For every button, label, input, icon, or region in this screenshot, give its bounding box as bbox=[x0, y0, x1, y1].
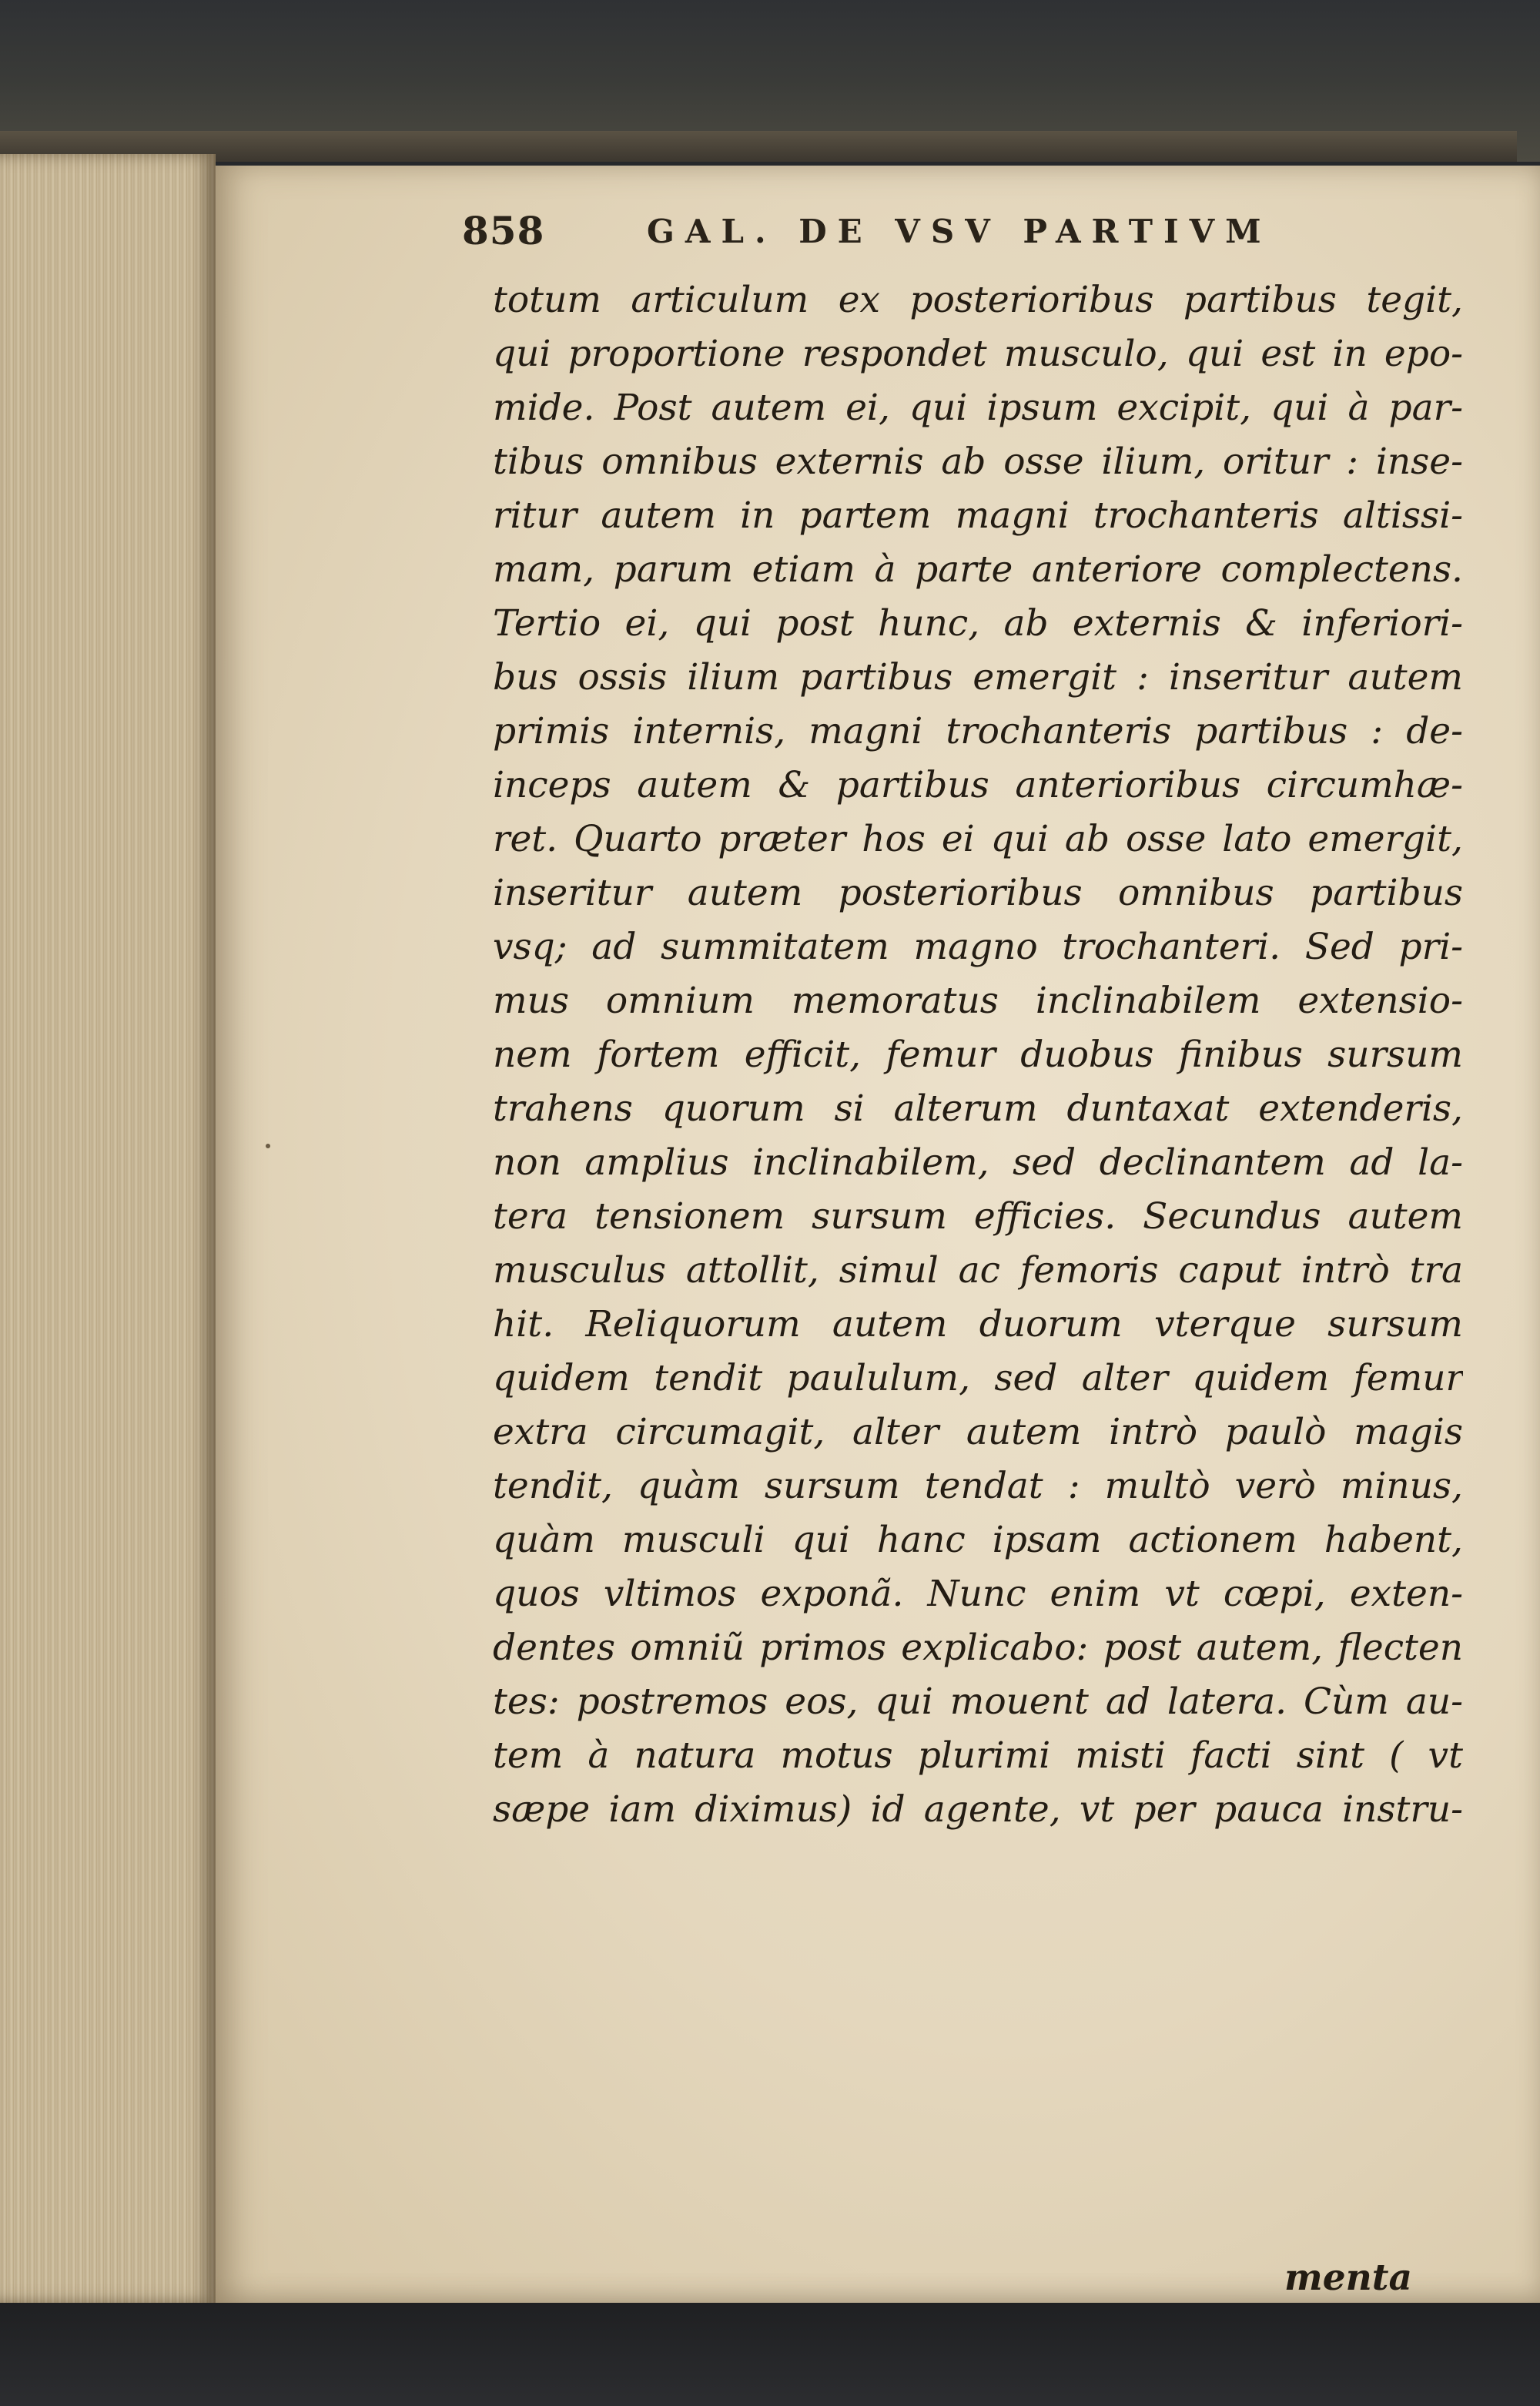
text-line: tendit, quàm sursum tendat : multò verò minus, bbox=[493, 1465, 1463, 1507]
text-line: ret. Quarto præter hos ei qui ab osse lato emergit, bbox=[493, 818, 1463, 860]
text-line: vsq; ad summitatem magno trochanteri. Sed pri- bbox=[493, 926, 1463, 968]
text-line: nem fortem efficit, femur duobus finibus sursum bbox=[493, 1034, 1463, 1076]
page-edges-stack bbox=[0, 154, 216, 2303]
text-line: mus omnium memoratus inclinabilem extensio- bbox=[493, 980, 1463, 1022]
text-line: sæpe iam diximus) id agente, vt per pauca instru- bbox=[493, 1788, 1463, 1831]
text-line: trahens quorum si alterum duntaxat extenderis, bbox=[493, 1087, 1463, 1130]
text-line: Tertio ei, qui post hunc, ab externis & inferiori- bbox=[493, 602, 1463, 645]
text-line: qui proportione respondet musculo, qui est in epo- bbox=[493, 333, 1463, 375]
text-line: totum articulum ex posterioribus partibus tegit, bbox=[493, 279, 1463, 321]
running-head bbox=[246, 208, 1324, 262]
page-number: 858 bbox=[462, 208, 545, 253]
catchword: menta bbox=[1284, 2257, 1412, 2299]
text-line: mam, parum etiam à parte anteriore complectens. bbox=[493, 548, 1463, 591]
text-line: tera tensionem sursum efficies. Secundus autem bbox=[493, 1195, 1463, 1238]
text-line: ritur autem in partem magni trochanteris altissi- bbox=[493, 494, 1463, 537]
text-line: tes: postremos eos, qui mouent ad latera. Cùm au- bbox=[493, 1681, 1463, 1723]
paper-speck bbox=[266, 1144, 270, 1148]
text-line: inceps autem & partibus anterioribus circumhæ- bbox=[493, 764, 1463, 806]
body-text bbox=[493, 273, 1463, 1837]
text-line: extra circumagit, alter autem intrò paulò magis bbox=[493, 1411, 1463, 1453]
text-line: bus ossis ilium partibus emergit : inseritur autem bbox=[493, 656, 1463, 699]
text-line: tem à natura motus plurimi misti facti sint ( vt bbox=[493, 1734, 1463, 1777]
text-line: dentes omniũ primos explicabo: post autem, flecten bbox=[493, 1627, 1463, 1669]
text-line: tibus omnibus externis ab osse ilium, oritur : inse- bbox=[493, 441, 1463, 483]
text-line: quidem tendit paululum, sed alter quidem femur bbox=[493, 1357, 1463, 1399]
text-line: mide. Post autem ei, qui ipsum excipit, qui à par- bbox=[493, 387, 1463, 429]
text-line: hit. Reliquorum autem duorum vterque sursum bbox=[493, 1303, 1463, 1345]
text-line: quàm musculi qui hanc ipsam actionem habent, bbox=[493, 1519, 1463, 1561]
text-line: inseritur autem posterioribus omnibus partibus bbox=[493, 872, 1463, 914]
text-line: non amplius inclinabilem, sed declinantem ad la- bbox=[493, 1141, 1463, 1184]
text-line: musculus attollit, simul ac femoris caput intrò tra bbox=[493, 1249, 1463, 1292]
book-cover-edge bbox=[0, 131, 1517, 162]
text-line: quos vltimos exponã. Nunc enim vt cœpi, exten- bbox=[493, 1573, 1463, 1615]
running-title: GAL. DE VSV PARTIVM bbox=[647, 213, 1272, 250]
backdrop-bottom bbox=[0, 2303, 1540, 2406]
text-line: primis internis, magni trochanteris partibus : de- bbox=[493, 710, 1463, 752]
